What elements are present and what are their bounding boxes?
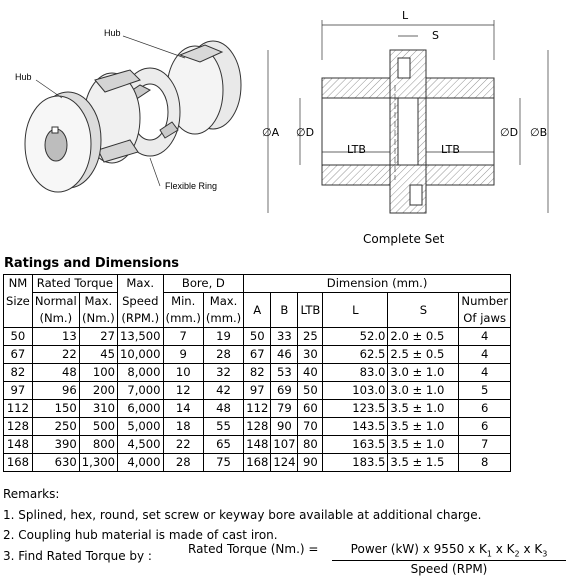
cell-ltb: 60 (298, 400, 323, 418)
dim-LTB-left-label: LTB (347, 143, 366, 156)
cell-s: 3.0 ± 1.0 (388, 364, 459, 382)
cell-jaws: 6 (459, 400, 511, 418)
cell-jaws: 4 (459, 328, 511, 346)
formula-num-text: Power (kW) x 9550 x K (350, 542, 487, 556)
table-row (4, 454, 511, 472)
cell-speed: 13,500 (117, 328, 163, 346)
dim-D-right-label: ∅D (500, 126, 519, 139)
cell-size: 168 (4, 454, 33, 472)
cell-bmin: 9 (163, 346, 203, 364)
cell-l: 52.0 (323, 328, 388, 346)
cell-b: 69 (271, 382, 298, 400)
cell-normal: 13 (32, 328, 79, 346)
cell-speed: 10,000 (117, 346, 163, 364)
cell-bmax: 19 (203, 328, 243, 346)
cell-l: 163.5 (323, 436, 388, 454)
header-size: Size (4, 293, 33, 311)
header-jaws-1: Number (459, 293, 511, 311)
header-bore-min-unit: (mm.) (163, 310, 203, 328)
cell-bmin: 22 (163, 436, 203, 454)
cell-a: 82 (244, 364, 271, 382)
header-size-blank (4, 310, 33, 328)
cell-s: 3.5 ± 1.0 (388, 418, 459, 436)
header-bore-max: Max. (203, 293, 243, 311)
header-a: A (244, 293, 271, 328)
cell-a: 67 (244, 346, 271, 364)
formula-numerator (332, 541, 566, 557)
cell-speed: 7,000 (117, 382, 163, 400)
header-nm: NM (4, 275, 33, 293)
cell-ltb: 30 (298, 346, 323, 364)
formula-denominator: Speed (RPM) (410, 562, 488, 576)
cell-b: 107 (271, 436, 298, 454)
cell-normal: 390 (32, 436, 79, 454)
cell-a: 97 (244, 382, 271, 400)
formula-fraction (332, 541, 566, 577)
dim-LTB-right-label: LTB (441, 143, 460, 156)
cell-b: 33 (271, 328, 298, 346)
header-s: S (388, 293, 459, 328)
cell-b: 124 (271, 454, 298, 472)
remarks-title: Remarks: (3, 487, 60, 501)
table-row (4, 418, 511, 436)
cell-speed: 6,000 (117, 400, 163, 418)
cell-jaws: 4 (459, 346, 511, 364)
cell-normal: 630 (32, 454, 79, 472)
formula-k3-sub: 3 (542, 549, 548, 559)
header-bore-min: Min. (163, 293, 203, 311)
cell-l: 83.0 (323, 364, 388, 382)
cell-normal: 150 (32, 400, 79, 418)
cell-bmax: 32 (203, 364, 243, 382)
cell-bmin: 12 (163, 382, 203, 400)
dim-D-left-label: ∅D (296, 126, 315, 139)
cell-s: 3.5 ± 1.5 (388, 454, 459, 472)
dim-A-label: ∅A (262, 126, 280, 139)
table-header-row-2 (4, 293, 511, 311)
table-header-row-1 (4, 275, 511, 293)
cell-jaws: 6 (459, 418, 511, 436)
cell-s: 2.5 ± 0.5 (388, 346, 459, 364)
cell-l: 62.5 (323, 346, 388, 364)
formula-lhs: Rated Torque (Nm.) = (188, 542, 319, 556)
cell-bmin: 10 (163, 364, 203, 382)
cell-size: 67 (4, 346, 33, 364)
cell-speed: 5,000 (117, 418, 163, 436)
cell-max: 100 (79, 364, 117, 382)
header-speed-1: Max. (117, 275, 163, 293)
cell-ltb: 80 (298, 436, 323, 454)
header-bore-max-unit: (mm.) (203, 310, 243, 328)
header-rated-torque: Rated Torque (32, 275, 117, 293)
cell-bmin: 7 (163, 328, 203, 346)
cell-ltb: 50 (298, 382, 323, 400)
cell-max: 1,300 (79, 454, 117, 472)
header-b: B (271, 293, 298, 328)
cell-ltb: 70 (298, 418, 323, 436)
cell-bmax: 75 (203, 454, 243, 472)
cell-a: 148 (244, 436, 271, 454)
formula-k2-sub: 2 (514, 549, 520, 559)
cell-l: 143.5 (323, 418, 388, 436)
cell-l: 183.5 (323, 454, 388, 472)
drawing-caption: Complete Set (363, 232, 445, 246)
cell-size: 112 (4, 400, 33, 418)
cell-ltb: 90 (298, 454, 323, 472)
cell-bmax: 65 (203, 436, 243, 454)
cell-bmax: 48 (203, 400, 243, 418)
remark-2: 2. Coupling hub material is made of cast iron. (3, 528, 278, 542)
cell-max: 310 (79, 400, 117, 418)
cell-normal: 22 (32, 346, 79, 364)
ratings-table (3, 274, 511, 472)
cell-s: 3.5 ± 1.0 (388, 436, 459, 454)
dim-B-label: ∅B (530, 126, 548, 139)
cell-jaws: 5 (459, 382, 511, 400)
table-row (4, 328, 511, 346)
section-title: Ratings and Dimensions (4, 256, 179, 271)
header-normal-unit: (Nm.) (32, 310, 79, 328)
cell-bmax: 42 (203, 382, 243, 400)
cell-max: 27 (79, 328, 117, 346)
cell-size: 148 (4, 436, 33, 454)
cell-size: 82 (4, 364, 33, 382)
header-bore: Bore, D (163, 275, 244, 293)
cell-speed: 4,000 (117, 454, 163, 472)
header-ltb: LTB (298, 293, 323, 328)
cell-a: 128 (244, 418, 271, 436)
cross-section-drawing (268, 20, 548, 213)
formula-x-k3: x K (519, 542, 543, 556)
cell-s: 3.0 ± 1.0 (388, 382, 459, 400)
cell-bmin: 28 (163, 454, 203, 472)
cell-ltb: 25 (298, 328, 323, 346)
remark-1: 1. Splined, hex, round, set screw or keyway bore available at additional charge. (3, 507, 482, 522)
header-max: Max. (79, 293, 117, 311)
header-normal: Normal (32, 293, 79, 311)
table-row (4, 382, 511, 400)
header-speed-2: Speed (117, 293, 163, 311)
header-jaws-2: Of jaws (459, 310, 511, 328)
cell-bmax: 28 (203, 346, 243, 364)
table-row (4, 346, 511, 364)
cell-a: 168 (244, 454, 271, 472)
cell-b: 79 (271, 400, 298, 418)
cell-max: 45 (79, 346, 117, 364)
cell-normal: 250 (32, 418, 79, 436)
cell-a: 50 (244, 328, 271, 346)
dim-L-label: L (402, 9, 409, 22)
cell-normal: 48 (32, 364, 79, 382)
cell-max: 200 (79, 382, 117, 400)
cell-ltb: 40 (298, 364, 323, 382)
header-max-unit: (Nm.) (79, 310, 117, 328)
cell-bmin: 18 (163, 418, 203, 436)
cell-a: 112 (244, 400, 271, 418)
cell-b: 90 (271, 418, 298, 436)
cell-bmin: 14 (163, 400, 203, 418)
table-row (4, 364, 511, 382)
cell-normal: 96 (32, 382, 79, 400)
label-flexible-ring: Flexible Ring (165, 181, 218, 191)
table-body (4, 328, 511, 472)
label-hub-top: Hub (104, 28, 121, 38)
formula-k1-sub: 1 (486, 549, 492, 559)
cell-max: 500 (79, 418, 117, 436)
cell-s: 2.0 ± 0.5 (388, 328, 459, 346)
cell-size: 50 (4, 328, 33, 346)
cell-s: 3.5 ± 1.0 (388, 400, 459, 418)
cell-b: 53 (271, 364, 298, 382)
cell-speed: 8,000 (117, 364, 163, 382)
cell-jaws: 4 (459, 364, 511, 382)
cell-l: 123.5 (323, 400, 388, 418)
cell-b: 46 (271, 346, 298, 364)
header-dimension: Dimension (mm.) (244, 275, 511, 293)
table-row (4, 400, 511, 418)
dim-S-label: S (432, 29, 439, 42)
cell-l: 103.0 (323, 382, 388, 400)
header-speed-unit: (RPM.) (117, 310, 163, 328)
cell-size: 97 (4, 382, 33, 400)
cell-jaws: 8 (459, 454, 511, 472)
cell-bmax: 55 (203, 418, 243, 436)
label-hub-left: Hub (15, 72, 32, 82)
drawings-area (0, 0, 566, 255)
cell-jaws: 7 (459, 436, 511, 454)
table-row (4, 436, 511, 454)
cell-size: 128 (4, 418, 33, 436)
cell-max: 800 (79, 436, 117, 454)
remark-3: 3. Find Rated Torque by : (3, 548, 152, 563)
formula-x-k2: x K (491, 542, 515, 556)
header-l: L (323, 293, 388, 328)
cell-speed: 4,500 (117, 436, 163, 454)
exploded-coupling-illustration (25, 36, 241, 192)
